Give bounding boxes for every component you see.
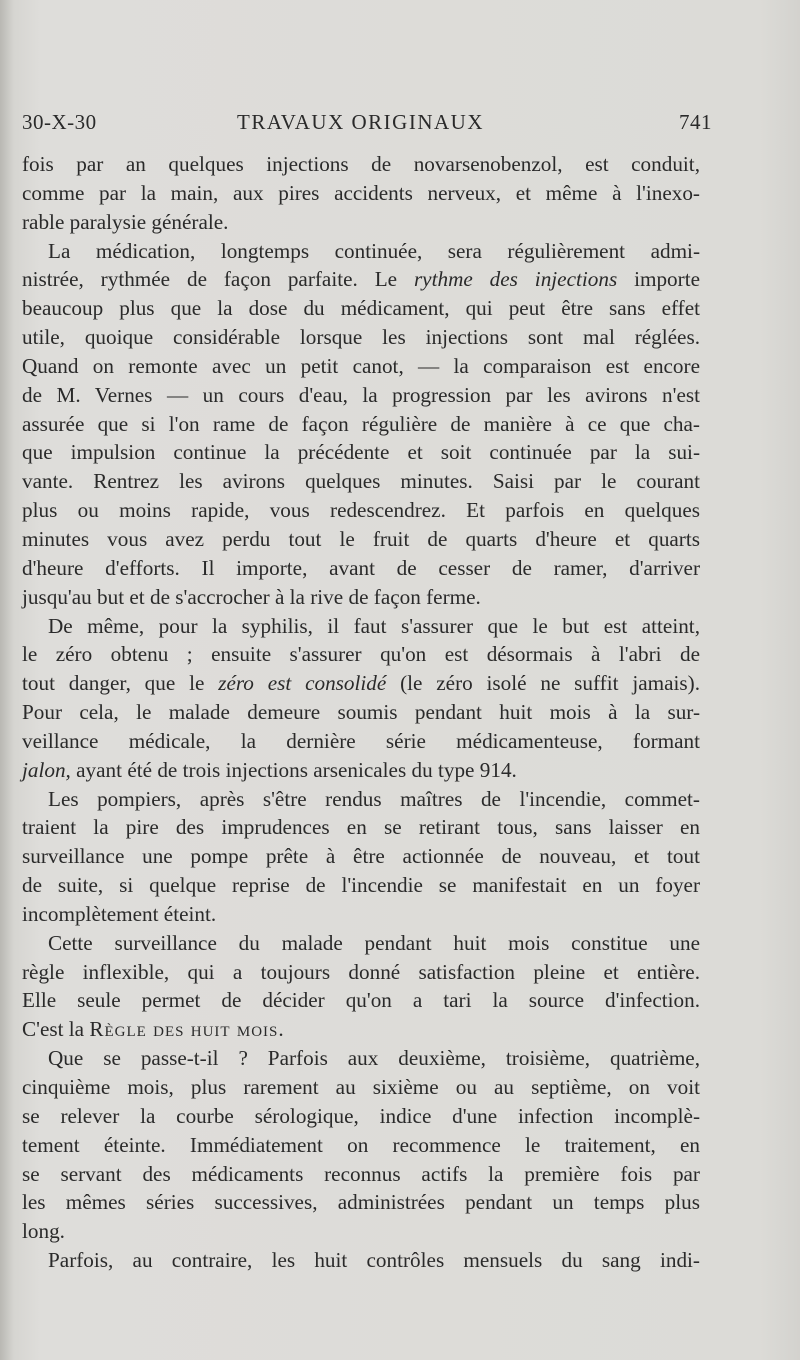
- text-line: de M. Vernes — un cours d'eau, la progression par les avirons n'est: [22, 382, 700, 407]
- header-section-title: TRAVAUX ORIGINAUX: [237, 110, 484, 134]
- running-header: [22, 110, 712, 140]
- text-line: que impulsion continue la précédente et soit continuée par la sui-: [22, 440, 700, 465]
- text-line: plus ou moins rapide, vous redescendrez. Et parfois en quelques: [22, 498, 700, 523]
- text-line: La médication, longtemps continuée, sera régulièrement admi-: [48, 238, 700, 263]
- text-line: Quand on remonte avec un petit canot, — la comparaison est encore: [22, 353, 700, 378]
- text-line: fois par an quelques injections de novarsenobenzol, est conduit,: [22, 152, 700, 176]
- text-line: d'heure d'efforts. Il importe, avant de cesser de ramer, d'arriver: [22, 555, 700, 580]
- text-line: Parfois, au contraire, les huit contrôles mensuels du sang indi-: [48, 1248, 700, 1273]
- text-line: long.: [22, 1219, 65, 1244]
- text-line: beaucoup plus que la dose du médicament, qui peut être sans effet: [22, 296, 700, 321]
- body-text: [22, 150, 700, 1275]
- text-line: Que se passe-t-il ? Parfois aux deuxième, troisième, quatrième,: [48, 1046, 700, 1071]
- text-line: vante. Rentrez les avirons quelques minutes. Saisi par le courant: [22, 469, 700, 494]
- text-line: nistrée, rythmée de façon parfaite. Le rythme des injections importe: [22, 267, 700, 292]
- text-line: jalon, ayant été de trois injections arsenicales du type 914.: [22, 757, 517, 782]
- text-line: tement éteinte. Immédiatement on recommence le traitement, en: [22, 1132, 700, 1157]
- page-number: 741: [679, 110, 712, 134]
- text-line: C'est la Règle des huit mois.: [22, 1017, 284, 1042]
- text-line: Elle seule permet de décider qu'on a tari la source d'infection.: [22, 988, 700, 1013]
- text-line: De même, pour la syphilis, il faut s'assurer que le but est atteint,: [48, 613, 700, 638]
- text-line: veillance médicale, la dernière série médicamenteuse, formant: [22, 728, 700, 753]
- text-line: assurée que si l'on rame de façon régulière de manière à ce que cha-: [22, 411, 700, 436]
- text-line: Cette surveillance du malade pendant huit mois constitue une: [48, 930, 700, 955]
- text-line: règle inflexible, qui a toujours donné satisfaction pleine et entière.: [22, 959, 700, 984]
- text-line: Pour cela, le malade demeure soumis pendant huit mois à la sur-: [22, 700, 700, 725]
- text-line: comme par la main, aux pires accidents nerveux, et même à l'inexo-: [22, 180, 700, 205]
- text-line: de suite, si quelque reprise de l'incendie se manifestait en un foyer: [22, 873, 700, 898]
- text-line: rable paralysie générale.: [22, 209, 229, 234]
- text-line: le zéro obtenu ; ensuite s'assurer qu'on est désormais à l'abri de: [22, 642, 700, 667]
- text-line: traient la pire des imprudences en se retirant tous, sans laisser en: [22, 815, 700, 840]
- text-line: cinquième mois, plus rarement au sixième ou au septième, on voit: [22, 1075, 700, 1099]
- header-date: 30-X-30: [22, 110, 97, 134]
- text-line: surveillance une pompe prête à être actionnée de nouveau, et tout: [22, 844, 700, 869]
- text-line: se relever la courbe sérologique, indice d'une infection incomplè-: [22, 1103, 700, 1128]
- text-line: jusqu'au but et de s'accrocher à la rive de façon ferme.: [22, 584, 481, 609]
- text-line: incomplètement éteint.: [22, 901, 217, 926]
- text-line: se servant des médicaments reconnus actifs la première fois par: [22, 1161, 700, 1186]
- text-line: Les pompiers, après s'être rendus maîtres de l'incendie, commet-: [48, 786, 700, 811]
- text-line: utile, quoique considérable lorsque les injections sont mal réglées.: [22, 325, 700, 350]
- text-line: les mêmes séries successives, administrées pendant un temps plus: [22, 1190, 700, 1215]
- text-line: tout danger, que le zéro est consolidé (le zéro isolé ne suffit jamais).: [22, 671, 700, 696]
- text-line: minutes vous avez perdu tout le fruit de quarts d'heure et quarts: [22, 526, 700, 551]
